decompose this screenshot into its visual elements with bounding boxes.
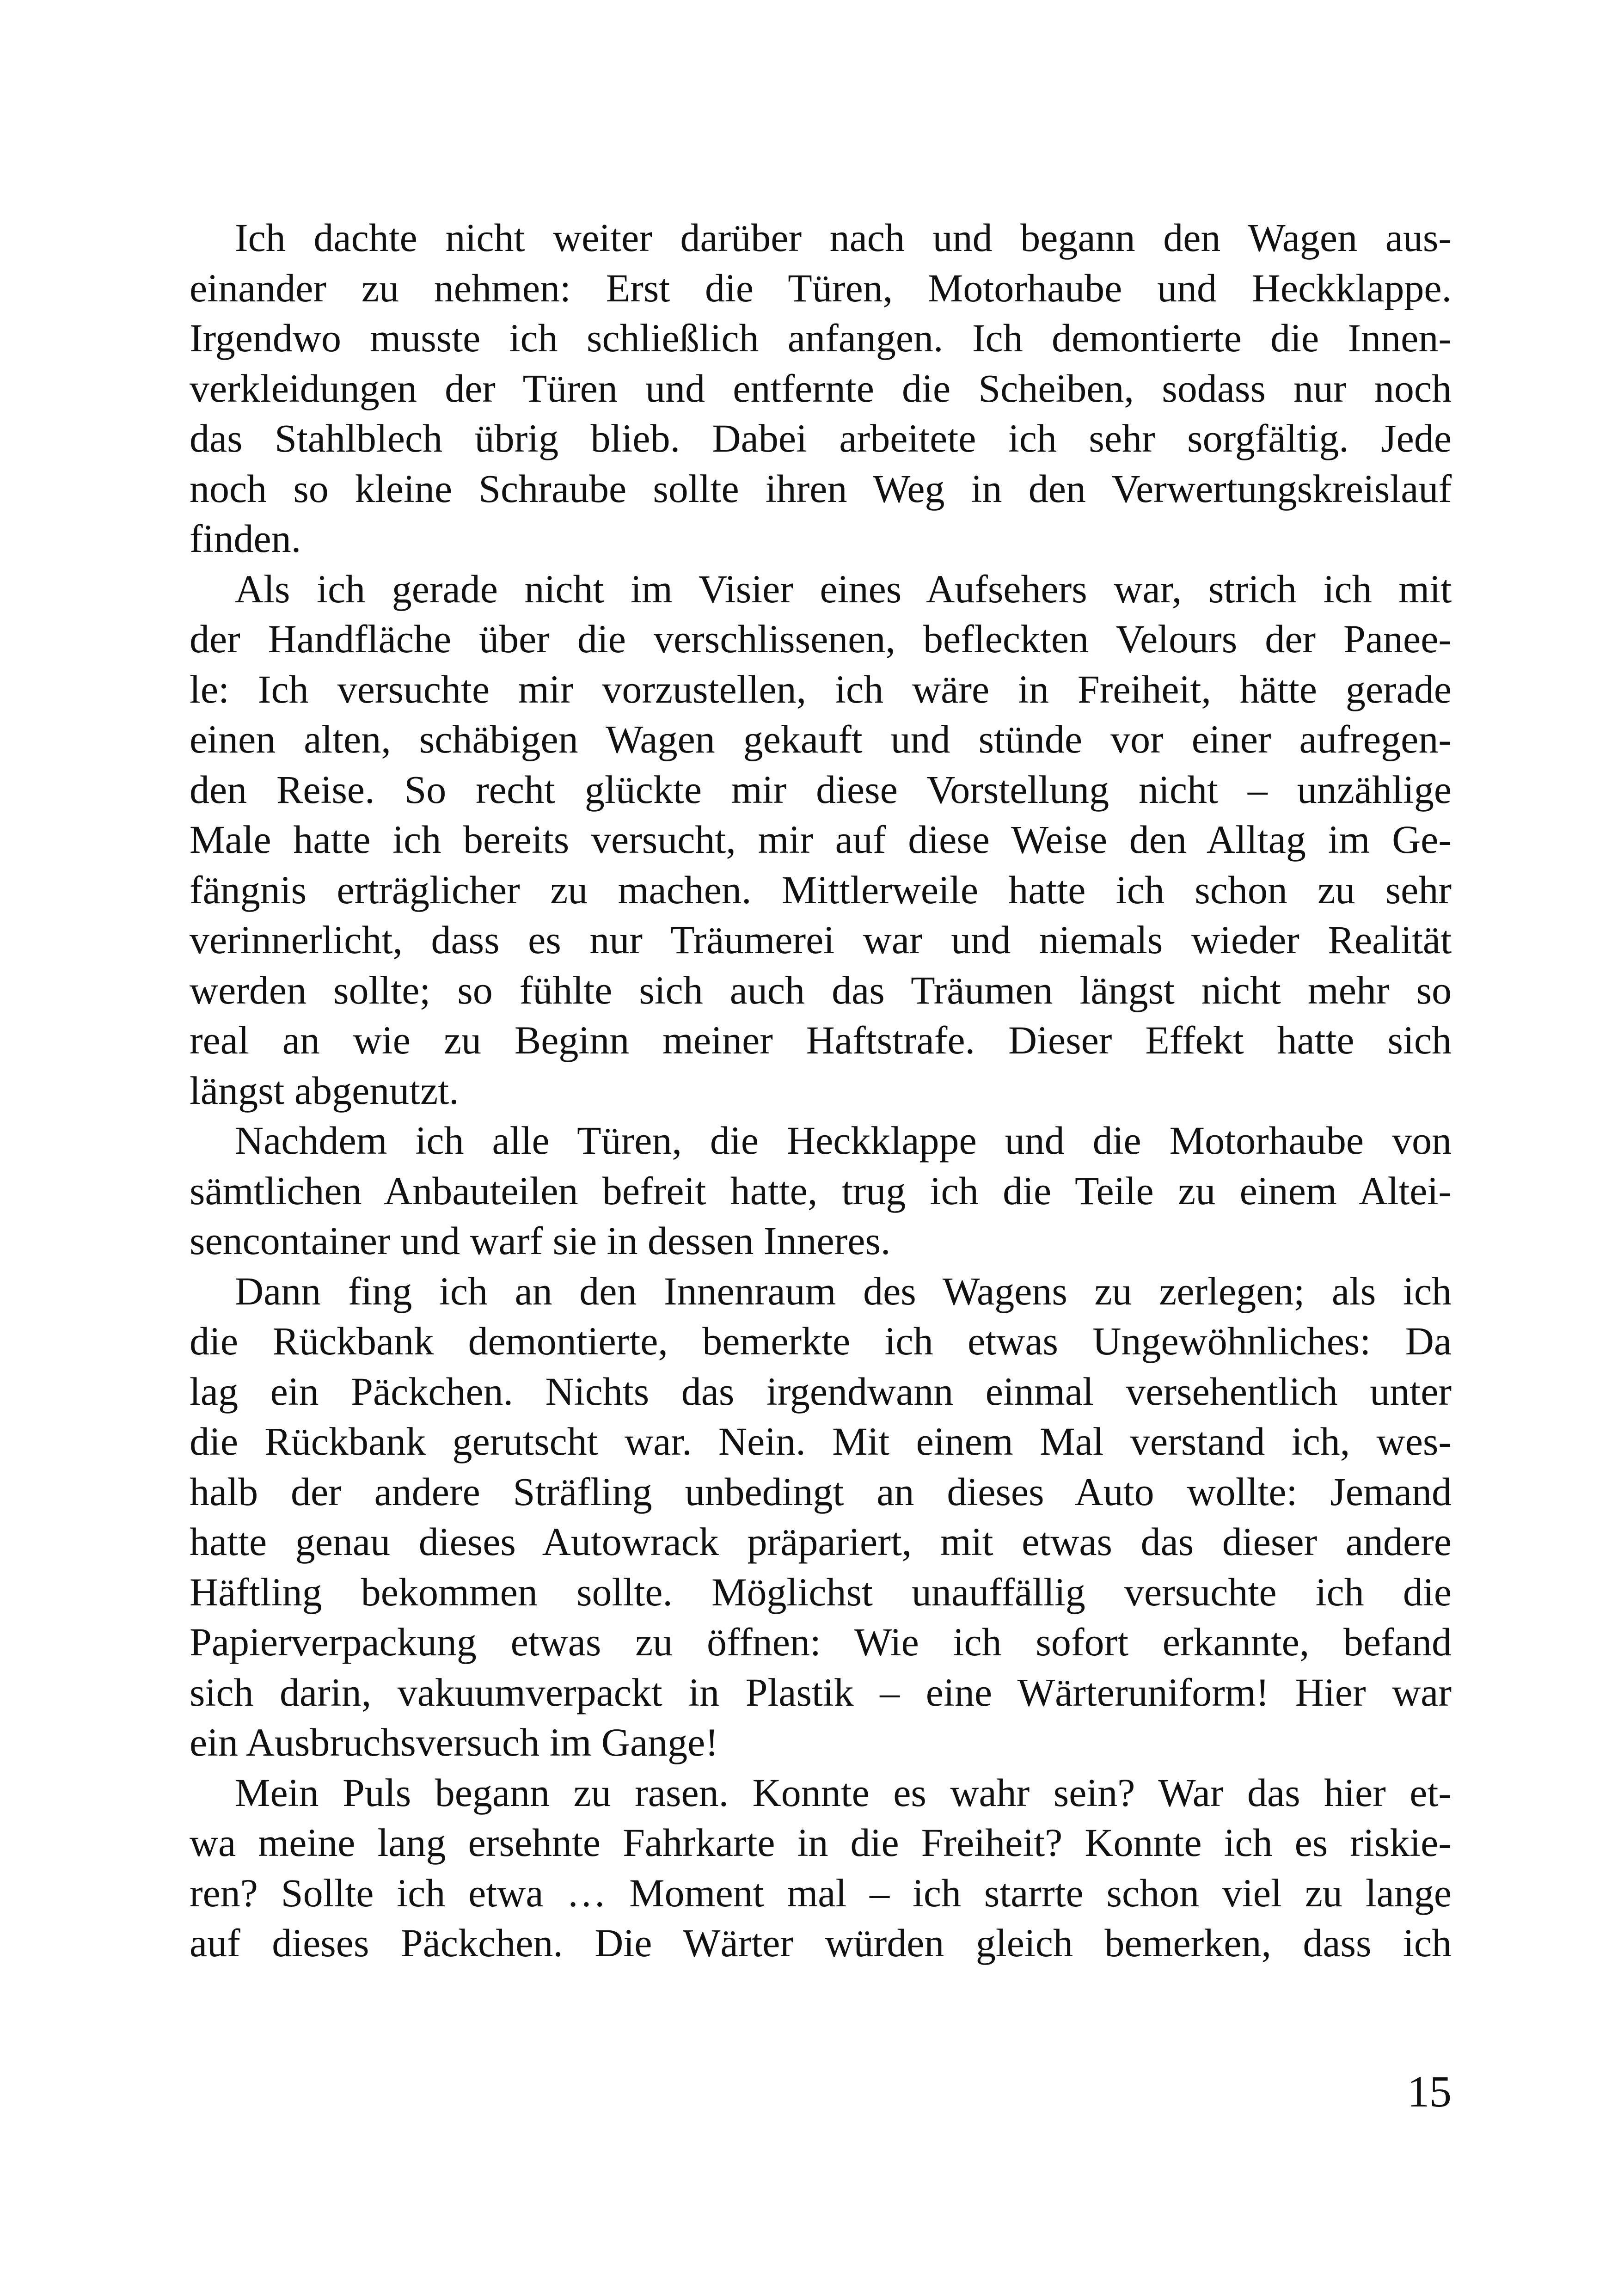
text-line: verkleidungen der Türen und entfernte die Scheiben, sodass nur noch xyxy=(190,366,1452,410)
paragraph xyxy=(190,1768,1452,1968)
text-line: den Reise. So recht glückte mir diese Vorstellung nicht – unzählige xyxy=(190,767,1452,812)
paragraph xyxy=(190,1266,1452,1768)
text-line: auf dieses Päckchen. Die Wärter würden gleich bemerken, dass ich xyxy=(190,1921,1452,1965)
text-line: werden sollte; so fühlte sich auch das Träumen längst nicht mehr so xyxy=(190,967,1452,1012)
text-line: einander zu nehmen: Erst die Türen, Motorhaube und Heckklappe. xyxy=(190,265,1452,310)
page-number: 15 xyxy=(1407,2067,1452,2116)
page-body xyxy=(190,213,1452,1968)
text-line: Mein Puls begann zu rasen. Konnte es wahr sein? War das hier et- xyxy=(235,1770,1452,1815)
text-line: sich darin, vakuumverpackt in Plastik – eine Wärteruniform! Hier war xyxy=(190,1670,1452,1714)
text-line: fängnis erträglicher zu machen. Mittlerweile hatte ich schon zu sehr xyxy=(190,867,1452,912)
text-line: die Rückbank gerutscht war. Nein. Mit einem Mal verstand ich, wes- xyxy=(190,1419,1452,1463)
text-line: Ich dachte nicht weiter darüber nach und begann den Wagen aus- xyxy=(235,215,1452,260)
text-line: Nachdem ich alle Türen, die Heckklappe und die Motorhaube von xyxy=(235,1118,1452,1163)
text-line: ein Ausbruchsversuch im Gange! xyxy=(190,1720,718,1764)
text-line: sencontainer und warf sie in dessen Inneres. xyxy=(190,1218,891,1263)
text-line: lag ein Päckchen. Nichts das irgendwann einmal versehentlich unter xyxy=(190,1369,1452,1414)
text-line: verinnerlicht, dass es nur Träumerei war und niemals wieder Realität xyxy=(190,918,1452,962)
paragraph xyxy=(190,564,1452,1116)
text-line: ren? Sollte ich etwa … Moment mal – ich starrte schon viel zu lange xyxy=(190,1870,1452,1915)
text-line: Als ich gerade nicht im Visier eines Aufsehers war, strich ich mit xyxy=(235,566,1452,611)
text-line: einen alten, schäbigen Wagen gekauft und stünde vor einer aufregen- xyxy=(190,717,1452,761)
paragraph xyxy=(190,213,1452,564)
text-line: Dann fing ich an den Innenraum des Wagens zu zerlegen; als ich xyxy=(235,1268,1452,1313)
text-line: hatte genau dieses Autowrack präpariert, mit etwas das dieser andere xyxy=(190,1519,1452,1564)
text-line: noch so kleine Schraube sollte ihren Weg in den Verwertungskreislauf xyxy=(190,466,1452,511)
text-line: längst abgenutzt. xyxy=(190,1068,459,1113)
text-line: die Rückbank demontierte, bemerkte ich etwas Ungewöhnliches: Da xyxy=(190,1319,1452,1363)
text-line: wa meine lang ersehnte Fahrkarte in die Freiheit? Konnte ich es riskie- xyxy=(190,1820,1452,1865)
paragraph xyxy=(190,1115,1452,1266)
text-line: der Handfläche über die verschlissenen, befleckten Velours der Panee- xyxy=(190,617,1452,661)
text-line: finden. xyxy=(190,516,301,561)
text-line: Häftling bekommen sollte. Möglichst unauffällig versuchte ich die xyxy=(190,1569,1452,1614)
text-line: real an wie zu Beginn meiner Haftstrafe. Dieser Effekt hatte sich xyxy=(190,1018,1452,1062)
text-line: Male hatte ich bereits versucht, mir auf diese Weise den Alltag im Ge- xyxy=(190,817,1452,862)
text-line: sämtlichen Anbauteilen befreit hatte, trug ich die Teile zu einem Altei- xyxy=(190,1168,1452,1213)
text-line: das Stahlblech übrig blieb. Dabei arbeitete ich sehr sorgfältig. Jede xyxy=(190,416,1452,460)
text-line: le: Ich versuchte mir vorzustellen, ich wäre in Freiheit, hätte gerade xyxy=(190,667,1452,711)
text-line: Papierverpackung etwas zu öffnen: Wie ich sofort erkannte, befand xyxy=(190,1620,1452,1664)
text-line: Irgendwo musste ich schließlich anfangen. Ich demontierte die Innen- xyxy=(190,316,1452,360)
text-line: halb der andere Sträfling unbedingt an dieses Auto wollte: Jemand xyxy=(190,1469,1452,1514)
